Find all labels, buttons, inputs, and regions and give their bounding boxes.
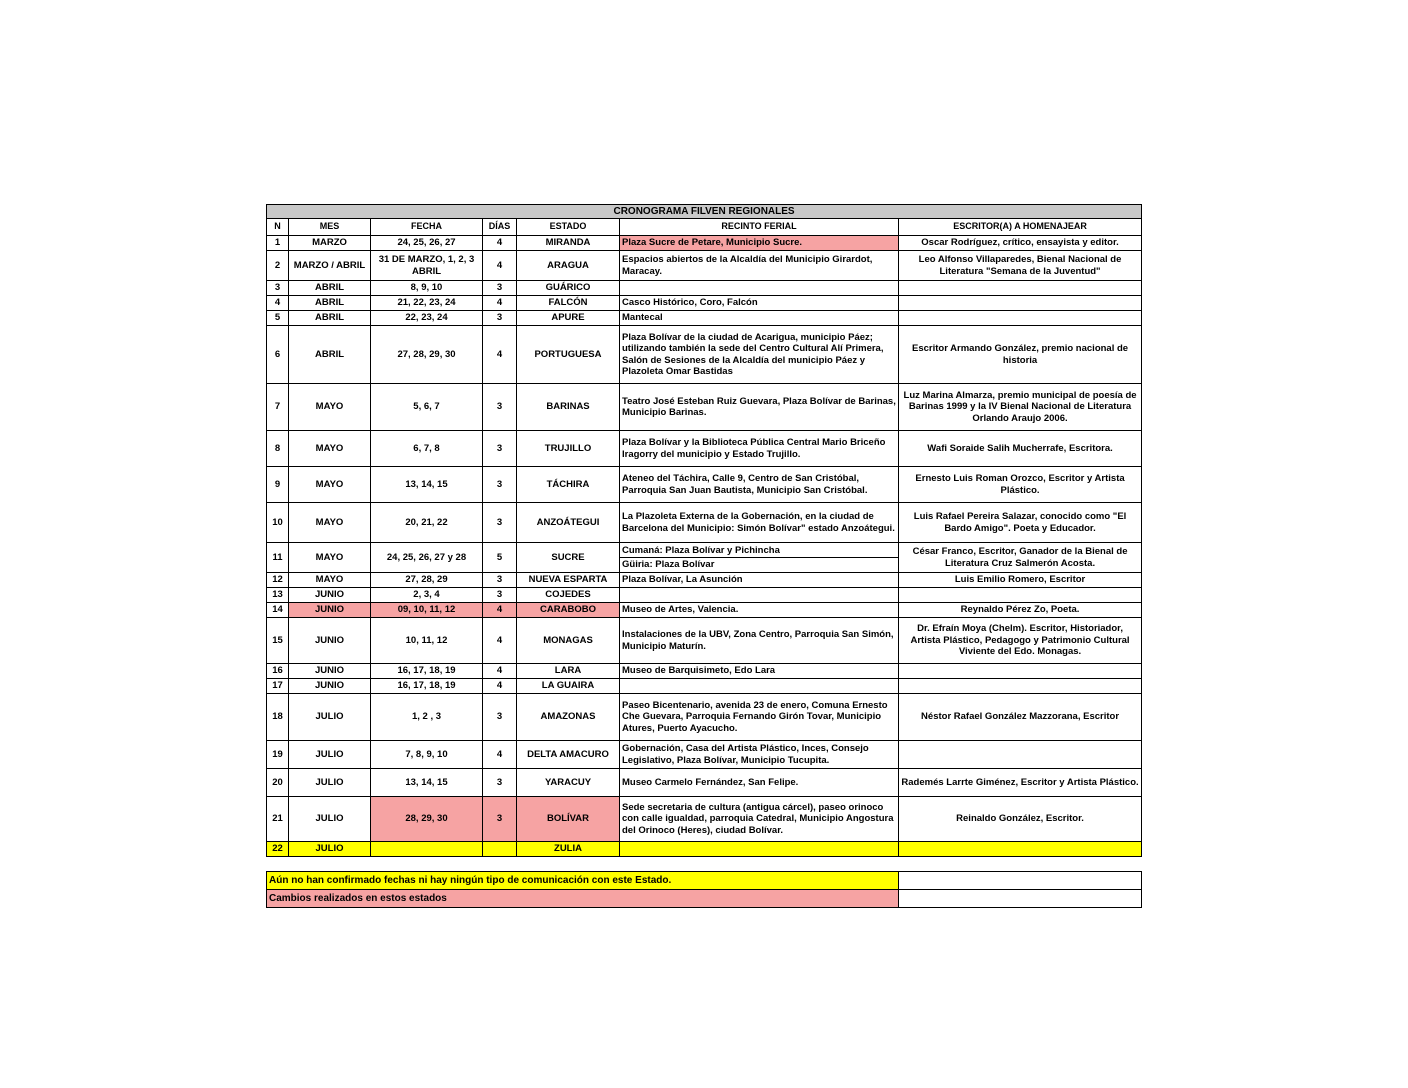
recinto-line: Casco Histórico, Coro, Falcón [622,297,758,309]
table-row [267,664,1142,679]
cell-dias: 3 [483,588,517,603]
cell-n: 16 [267,664,289,679]
cell-dias: 4 [483,664,517,679]
table-row [267,797,1142,842]
cell-n: 15 [267,618,289,664]
cell-dias: 4 [483,603,517,618]
header-mes: MES [289,219,371,236]
cell-recinto [620,603,899,618]
recinto-line: Instalaciones de la UBV, Zona Centro, Parroquia San Simón, Municipio Maturín. [622,629,894,652]
recinto-line: Museo Carmelo Fernández, San Felipe. [622,776,799,788]
legend-yellow-text: Aún no han confirmado fechas ni hay ningún tipo de comunicación con este Estado. [267,872,899,890]
table-row [267,679,1142,694]
cell-estado: MIRANDA [517,236,620,251]
cell-dias: 3 [483,431,517,467]
cell-fecha: 28, 29, 30 [371,797,483,842]
table-row [267,236,1142,251]
cell-fecha: 2, 3, 4 [371,588,483,603]
cell-n: 19 [267,741,289,769]
recinto-line: Plaza Bolívar de la ciudad de Acarigua, municipio Páez; utilizando también la sede del Centro Cultural Alí Primera, Salón de Sesiones de la Alcaldía del municipio Páez y Plazoleta Omar Bastidas [622,331,884,377]
table-row [267,311,1142,326]
table-row [267,431,1142,467]
recinto-line: Museo de Barquisimeto, Edo Lara [622,665,776,677]
cell-n: 18 [267,694,289,741]
header-fecha: FECHA [371,219,483,236]
table-row [267,503,1142,543]
cell-dias: 5 [483,543,517,573]
recinto-line: Teatro José Esteban Ruiz Guevara, Plaza Bolívar de Barinas, Municipio Barinas. [622,395,896,418]
table-title: CRONOGRAMA FILVEN REGIONALES [267,205,1142,219]
cell-recinto [620,588,899,603]
cell-escritor: Luis Emilio Romero, Escritor [899,573,1142,588]
cell-mes: JUNIO [289,664,371,679]
cell-dias: 3 [483,797,517,842]
cell-fecha: 31 DE MARZO, 1, 2, 3 ABRIL [371,251,483,281]
cell-n: 7 [267,384,289,431]
table-row [267,769,1142,797]
header-n: N [267,219,289,236]
cell-recinto [620,384,899,431]
cell-fecha [371,842,483,857]
cell-recinto [620,797,899,842]
cell-n: 5 [267,311,289,326]
cell-n: 14 [267,603,289,618]
cell-estado: TÁCHIRA [517,467,620,503]
legend-row-yellow [267,872,1142,890]
header-estado: ESTADO [517,219,620,236]
table-row [267,603,1142,618]
cell-recinto [620,543,899,573]
cell-recinto [620,431,899,467]
cell-fecha: 27, 28, 29, 30 [371,326,483,384]
cell-estado: NUEVA ESPARTA [517,573,620,588]
cell-dias: 3 [483,503,517,543]
cell-fecha: 16, 17, 18, 19 [371,679,483,694]
recinto-line: Plaza Sucre de Petare, Municipio Sucre. [622,237,803,249]
table-row [267,296,1142,311]
table-row [267,384,1142,431]
cell-escritor: Leo Alfonso Villaparedes, Bienal Nacional de Literatura "Semana de la Juventud" [899,251,1142,281]
cell-dias: 3 [483,384,517,431]
cell-estado: APURE [517,311,620,326]
cell-mes: ABRIL [289,311,371,326]
legend-empty-cell [899,872,1142,890]
cell-mes: JULIO [289,769,371,797]
cell-estado: AMAZONAS [517,694,620,741]
cell-estado: TRUJILLO [517,431,620,467]
cell-mes: ABRIL [289,296,371,311]
cell-estado: BOLÍVAR [517,797,620,842]
recinto-line: Güiria: Plaza Bolívar [620,557,898,571]
cell-estado: FALCÓN [517,296,620,311]
cell-recinto [620,503,899,543]
cell-recinto [620,664,899,679]
cell-fecha: 8, 9, 10 [371,281,483,296]
cell-mes: JUNIO [289,679,371,694]
table-row [267,741,1142,769]
cell-mes: JUNIO [289,603,371,618]
cell-n: 2 [267,251,289,281]
cell-mes: ABRIL [289,326,371,384]
cell-fecha: 13, 14, 15 [371,769,483,797]
cell-fecha: 24, 25, 26, 27 [371,236,483,251]
cell-n: 10 [267,503,289,543]
cell-n: 6 [267,326,289,384]
cell-mes: MAYO [289,431,371,467]
table-row [267,281,1142,296]
cell-escritor [899,311,1142,326]
recinto-line: Museo de Artes, Valencia. [622,604,739,616]
recinto-line: Cumaná: Plaza Bolívar y Pichincha [622,544,780,556]
cell-mes: MAYO [289,543,371,573]
cell-escritor: Dr. Efraín Moya (Chelm). Escritor, Historiador, Artista Plástico, Pedagogo y Patrimonio Cultural Viviente del Edo. Monagas. [899,618,1142,664]
table-row [267,618,1142,664]
cell-estado: LARA [517,664,620,679]
cell-estado: ARAGUA [517,251,620,281]
recinto-line: Sede secretaria de cultura (antigua cárcel), paseo orinoco con calle igualdad, parroquia Catedral, Municipio Angostura del Orinoco (Heres), ciudad Bolívar. [622,801,894,836]
table-body [267,236,1142,857]
table-row [267,543,1142,573]
cell-escritor: Luz Marina Almarza, premio municipal de poesía de Barinas 1999 y la IV Bienal Nacional de Literatura Orlando Araujo 2006. [899,384,1142,431]
cell-fecha: 7, 8, 9, 10 [371,741,483,769]
cell-recinto [620,281,899,296]
cell-dias: 4 [483,236,517,251]
cell-estado: LA GUAIRA [517,679,620,694]
cell-mes: JUNIO [289,588,371,603]
cell-recinto [620,251,899,281]
table-row [267,251,1142,281]
cell-fecha: 09, 10, 11, 12 [371,603,483,618]
cell-mes: MARZO / ABRIL [289,251,371,281]
cell-n: 9 [267,467,289,503]
cell-fecha: 6, 7, 8 [371,431,483,467]
cell-mes: MAYO [289,503,371,543]
cell-recinto [620,573,899,588]
cell-n: 22 [267,842,289,857]
cell-escritor: Luis Rafael Pereira Salazar, conocido como "El Bardo Amigo". Poeta y Educador. [899,503,1142,543]
header-escritor: ESCRITOR(A) A HOMENAJEAR [899,219,1142,236]
cell-n: 21 [267,797,289,842]
cell-mes: JUNIO [289,618,371,664]
cell-recinto [620,311,899,326]
cell-escritor: Néstor Rafael González Mazzorana, Escritor [899,694,1142,741]
recinto-line: Mantecal [622,312,663,324]
cell-dias: 4 [483,251,517,281]
cell-mes: ABRIL [289,281,371,296]
cell-recinto [620,236,899,251]
cell-estado: MONAGAS [517,618,620,664]
cell-estado: PORTUGUESA [517,326,620,384]
schedule-table [266,204,1142,857]
cell-fecha: 16, 17, 18, 19 [371,664,483,679]
cell-estado: COJEDES [517,588,620,603]
cell-fecha: 24, 25, 26, 27 y 28 [371,543,483,573]
cell-mes: MARZO [289,236,371,251]
cell-dias: 4 [483,296,517,311]
cell-escritor [899,588,1142,603]
cell-recinto [620,741,899,769]
cell-recinto [620,618,899,664]
cell-recinto [620,296,899,311]
cell-recinto [620,842,899,857]
cell-escritor [899,842,1142,857]
legend-pink-text: Cambios realizados en estos estados [267,890,899,908]
cell-recinto [620,694,899,741]
recinto-line: Paseo Bicentenario, avenida 23 de enero, Comuna Ernesto Che Guevara, Parroquia Fernando Girón Tovar, Municipio Atures, Puerto Ayacucho. [622,699,888,734]
cell-estado: BARINAS [517,384,620,431]
cell-fecha: 5, 6, 7 [371,384,483,431]
cell-escritor [899,281,1142,296]
cell-recinto [620,679,899,694]
cell-estado: ZULIA [517,842,620,857]
table-row [267,573,1142,588]
cell-mes: JULIO [289,842,371,857]
cell-escritor: Escritor Armando González, premio nacional de historia [899,326,1142,384]
table-row [267,326,1142,384]
cell-dias [483,842,517,857]
cell-estado: DELTA AMACURO [517,741,620,769]
cell-fecha: 21, 22, 23, 24 [371,296,483,311]
cell-recinto [620,467,899,503]
header-recinto: RECINTO FERIAL [620,219,899,236]
cell-escritor: Rademés Larrte Giménez, Escritor y Artista Plástico. [899,769,1142,797]
cell-n: 17 [267,679,289,694]
cell-dias: 3 [483,769,517,797]
cell-escritor: Ernesto Luis Roman Orozco, Escritor y Artista Plástico. [899,467,1142,503]
header-dias: DÍAS [483,219,517,236]
cell-escritor: Reinaldo González, Escritor. [899,797,1142,842]
cell-dias: 3 [483,311,517,326]
table-row [267,467,1142,503]
cell-n: 4 [267,296,289,311]
cell-fecha: 20, 21, 22 [371,503,483,543]
cell-n: 8 [267,431,289,467]
legend-row-pink [267,890,1142,908]
legend-empty-cell [899,890,1142,908]
cell-escritor [899,664,1142,679]
cell-n: 12 [267,573,289,588]
cell-n: 11 [267,543,289,573]
cell-n: 20 [267,769,289,797]
recinto-line: Espacios abiertos de la Alcaldía del Municipio Girardot, Maracay. [622,254,873,277]
cell-escritor [899,679,1142,694]
cell-dias: 4 [483,326,517,384]
recinto-line: Plaza Bolívar y la Biblioteca Pública Central Mario Briceño Iragorry del municipio y Estado Trujillo. [622,437,886,460]
cell-escritor: Reynaldo Pérez Zo, Poeta. [899,603,1142,618]
cell-mes: MAYO [289,467,371,503]
cell-n: 1 [267,236,289,251]
cell-mes: JULIO [289,694,371,741]
cell-mes: MAYO [289,573,371,588]
cell-mes: MAYO [289,384,371,431]
cell-escritor: César Franco, Escritor, Ganador de la Bienal de Literatura Cruz Salmerón Acosta. [899,543,1142,573]
cell-estado: ANZOÁTEGUI [517,503,620,543]
cell-fecha: 27, 28, 29 [371,573,483,588]
cell-recinto [620,326,899,384]
cell-escritor: Oscar Rodríguez, crítico, ensayista y editor. [899,236,1142,251]
cell-fecha: 13, 14, 15 [371,467,483,503]
recinto-line: Gobernación, Casa del Artista Plástico, Inces, Consejo Legislativo, Plaza Bolívar, Municipio Tucupita. [622,743,869,766]
cell-n: 3 [267,281,289,296]
cell-estado: GUÁRICO [517,281,620,296]
cell-escritor [899,296,1142,311]
cell-dias: 3 [483,573,517,588]
cell-dias: 4 [483,741,517,769]
recinto-line: La Plazoleta Externa de la Gobernación, en la ciudad de Barcelona del Municipio: Simón Bolívar" estado Anzoátegui. [622,511,895,534]
cell-dias: 4 [483,679,517,694]
table-row [267,694,1142,741]
recinto-line: Ateneo del Táchira, Calle 9, Centro de San Cristóbal, Parroquia San Juan Bautista, Municipio San Cristóbal. [622,473,868,496]
cell-fecha: 1, 2 , 3 [371,694,483,741]
cell-dias: 3 [483,281,517,296]
cell-dias: 3 [483,467,517,503]
recinto-line: Plaza Bolívar, La Asunción [622,574,743,586]
cell-fecha: 10, 11, 12 [371,618,483,664]
cell-dias: 4 [483,618,517,664]
cell-escritor [899,741,1142,769]
cell-estado: SUCRE [517,543,620,573]
cell-fecha: 22, 23, 24 [371,311,483,326]
legend-table [266,871,1142,908]
cell-estado: YARACUY [517,769,620,797]
cell-mes: JULIO [289,741,371,769]
table-row [267,588,1142,603]
cell-recinto [620,769,899,797]
cell-dias: 3 [483,694,517,741]
cell-estado: CARABOBO [517,603,620,618]
cell-mes: JULIO [289,797,371,842]
cell-escritor: Wafi Soraide Salih Mucherrafe, Escritora. [899,431,1142,467]
table-row [267,842,1142,857]
cell-n: 13 [267,588,289,603]
